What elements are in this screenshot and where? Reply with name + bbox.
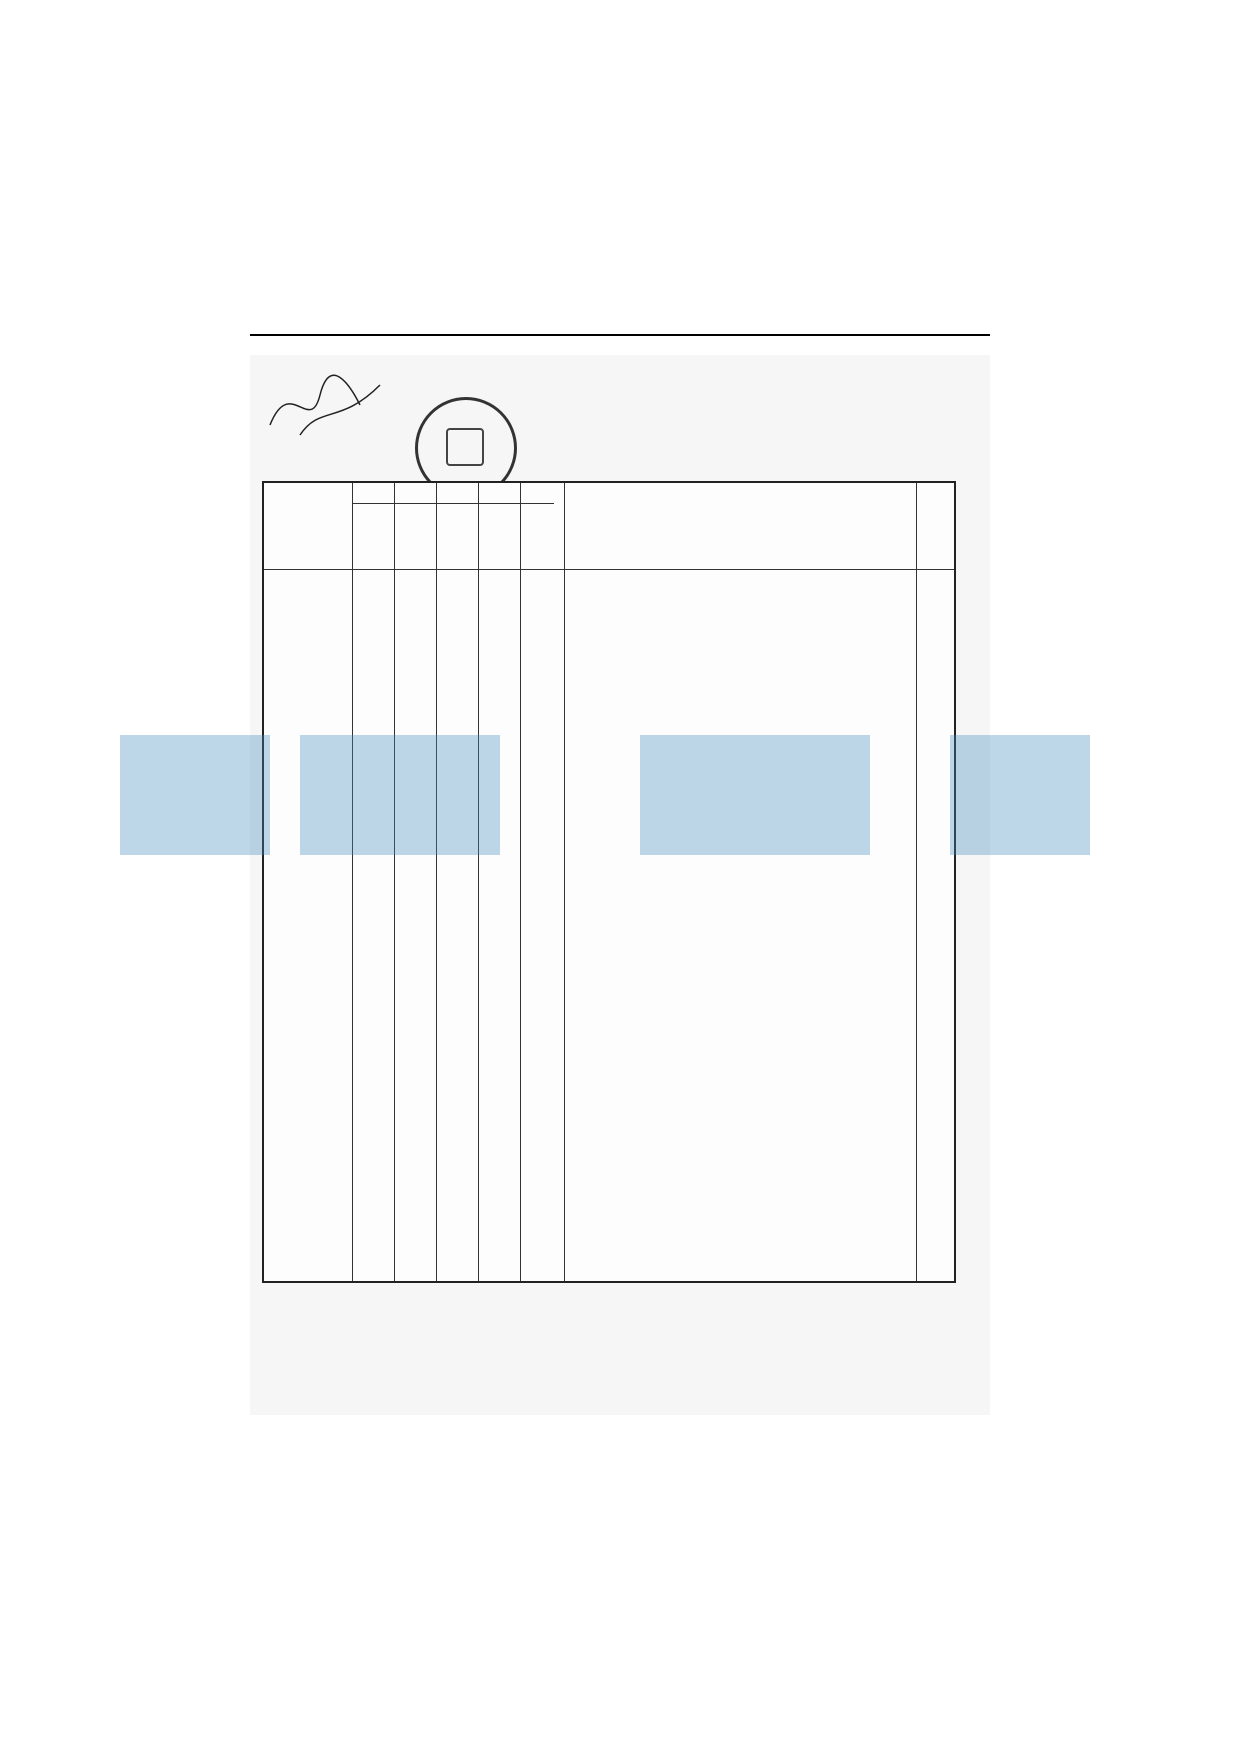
watermark-shape (120, 735, 270, 855)
watermark-shape (950, 735, 1090, 855)
page-header (250, 282, 990, 322)
watermark-shape (300, 735, 500, 855)
col-divider (352, 483, 353, 1281)
col-divider (564, 483, 565, 1281)
valuation-table (262, 481, 956, 1283)
scanned-document (250, 355, 990, 1415)
header-rule (250, 334, 990, 336)
col-divider (394, 483, 395, 1281)
city-column (916, 571, 954, 1271)
row-divider (352, 503, 554, 504)
notes-column (268, 573, 348, 1273)
col-divider (478, 483, 479, 1281)
col-divider (436, 483, 437, 1281)
watermark-shape (640, 735, 870, 855)
watermark-logo (0, 735, 1240, 855)
col-divider (520, 483, 521, 1281)
top-signature (260, 365, 400, 445)
row-divider (264, 569, 954, 570)
